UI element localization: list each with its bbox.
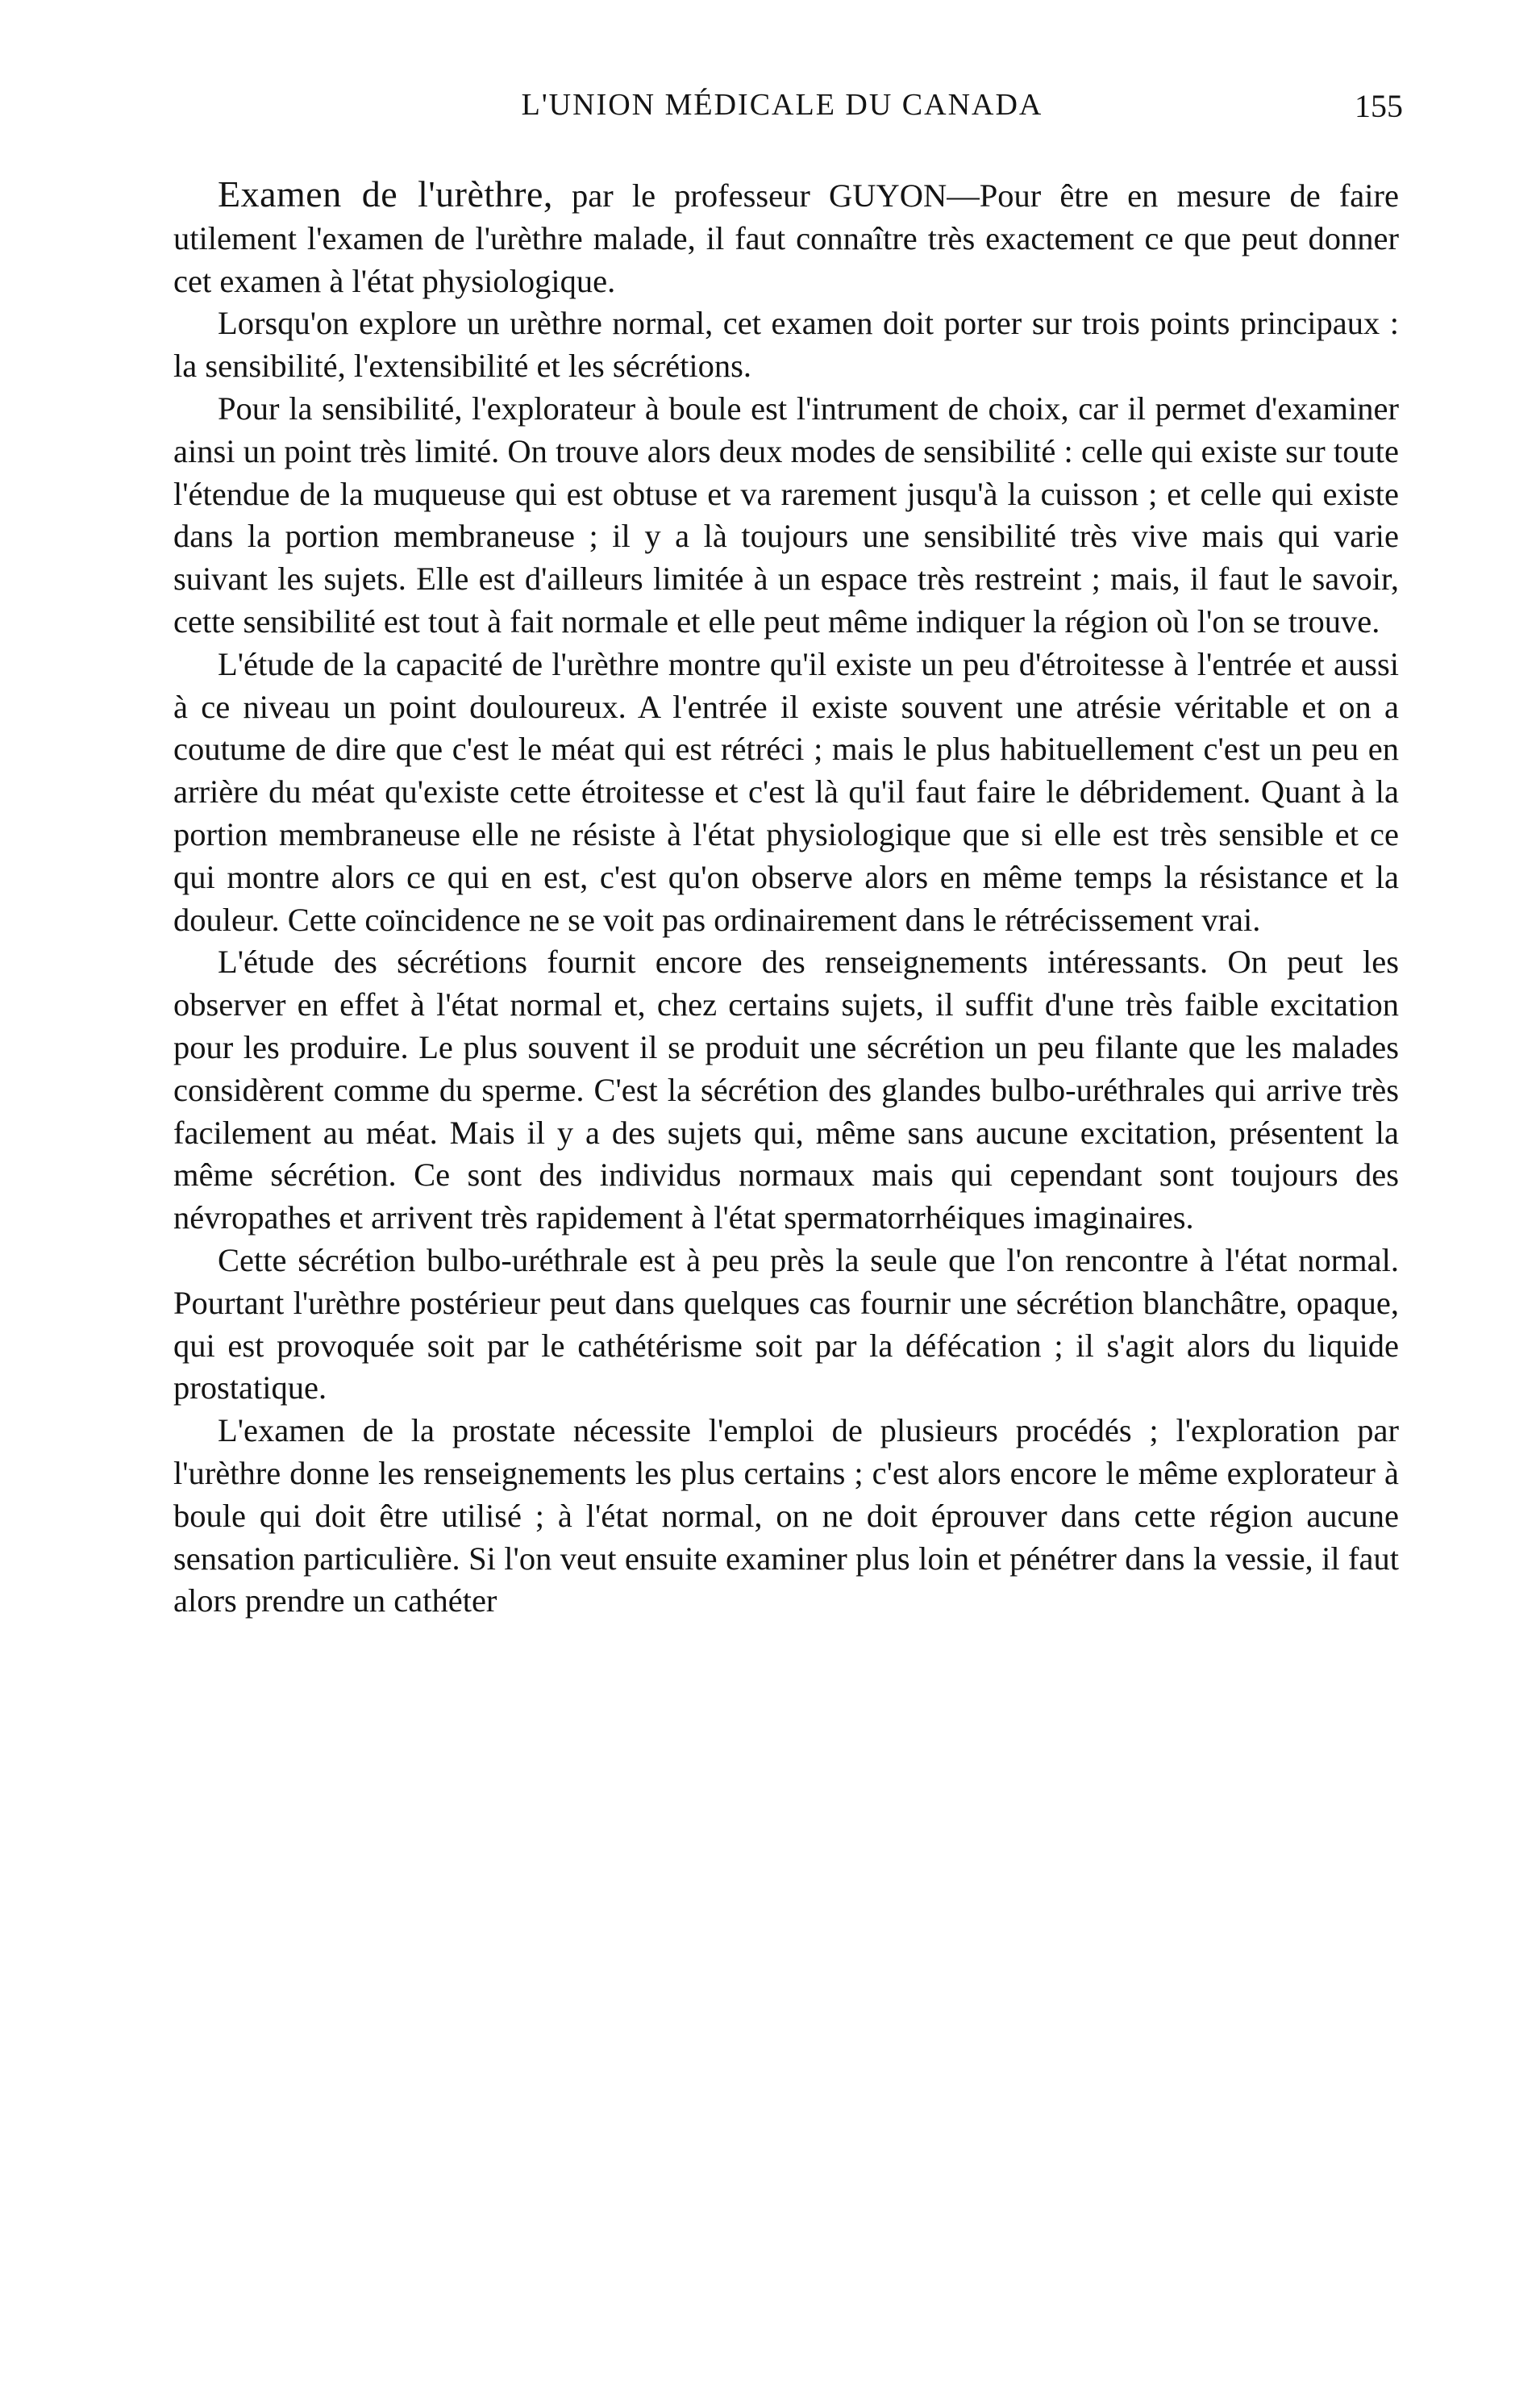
running-header: [161, 87, 1403, 135]
article-body: [173, 173, 1399, 1623]
paragraph: Lorsqu'on explore un urèthre normal, cet examen doit porter sur trois points principaux : la sensibilité, l'extensibilité et les sécrétions.: [173, 305, 1399, 385]
intro-text: par le professeur GUYON—Pour être en mesure de faire utilement l'examen de l'urèthre malade, il faut connaître très exactement ce que peut donner cet examen à l'état physiologique.: [173, 177, 1400, 299]
running-title: L'UNION MÉDICALE DU CANADA: [521, 88, 1043, 122]
paragraph: Pour la sensibilité, l'explorateur à boule est l'intrument de choix, car il permet d'examiner ainsi un point très limité. On trouve alors deux modes de sensibilité : celle qui existe sur toute l'étendue de la muqueuse qui est obtuse et va rarement jusqu'à la cuisson ; et celle qui existe dans la portion membraneuse ; il y a là toujours une sensibilité très vive mais qui varie suivant les sujets. Elle est d'ailleurs limitée à un espace très restreint ; mais, il faut le savoir, cette sensibilité est tout à fait normale et elle peut même indiquer la région où l'on se trouve.: [173, 390, 1399, 640]
page-number: 155: [1355, 88, 1403, 124]
paragraph: Cette sécrétion bulbo-uréthrale est à peu près la seule que l'on rencontre à l'état normal. Pourtant l'urèthre postérieur peut dans quelques cas fournir une sécrétion blanchâtre, opaque, qui est provoquée soit par le cathétérisme soit par la défécation ; il s'agit alors du liquide prostatique.: [173, 1241, 1399, 1407]
article-intro-paragraph: [173, 173, 1399, 302]
paragraph: L'examen de la prostate nécessite l'emploi de plusieurs procédés ; l'exploration par l'urèthre donne les renseignements les plus certains ; c'est alors encore le même explorateur à boule qui doit être utilisé ; à l'état normal, on ne doit éprouver dans cette région aucune sensation particulière. Si l'on veut ensuite examiner plus loin et pénétrer dans la vessie, il faut alors prendre un cathéter: [173, 1412, 1399, 1619]
section-title: Examen de l'urèthre,: [218, 173, 553, 215]
paragraph: L'étude des sécrétions fournit encore des renseignements intéressants. On peut les observer en effet à l'état normal et, chez certains sujets, il suffit d'une très faible excitation pour les produire. Le plus souvent il se produit une sécrétion un peu filante que les malades considèrent comme du sperme. C'est la sécrétion des glandes bulbo-uréthrales qui arrive très facilement au méat. Mais il y a des sujets qui, même sans aucune excitation, présentent la même sécrétion. Ce sont des individus normaux mais qui cependant sont toujours des névropathes et arrivent très rapidement à l'état spermatorrhéiques imaginaires.: [173, 944, 1399, 1236]
paragraph: L'étude de la capacité de l'urèthre montre qu'il existe un peu d'étroitesse à l'entrée et aussi à ce niveau un point douloureux. A l'entrée il existe souvent une atrésie véritable et on a coutume de dire que c'est le méat qui est rétréci ; mais le plus habituellement c'est un peu en arrière du méat qu'existe cette étroitesse et c'est là qu'il faut faire le débridement. Quant à la portion membraneuse elle ne résiste à l'état physiologique que si elle est très sensible et ce qui montre alors ce qui en est, c'est qu'on observe alors en même temps la résistance et la douleur. Cette coïncidence ne se voit pas ordinairement dans le rétrécissement vrai.: [173, 645, 1399, 938]
